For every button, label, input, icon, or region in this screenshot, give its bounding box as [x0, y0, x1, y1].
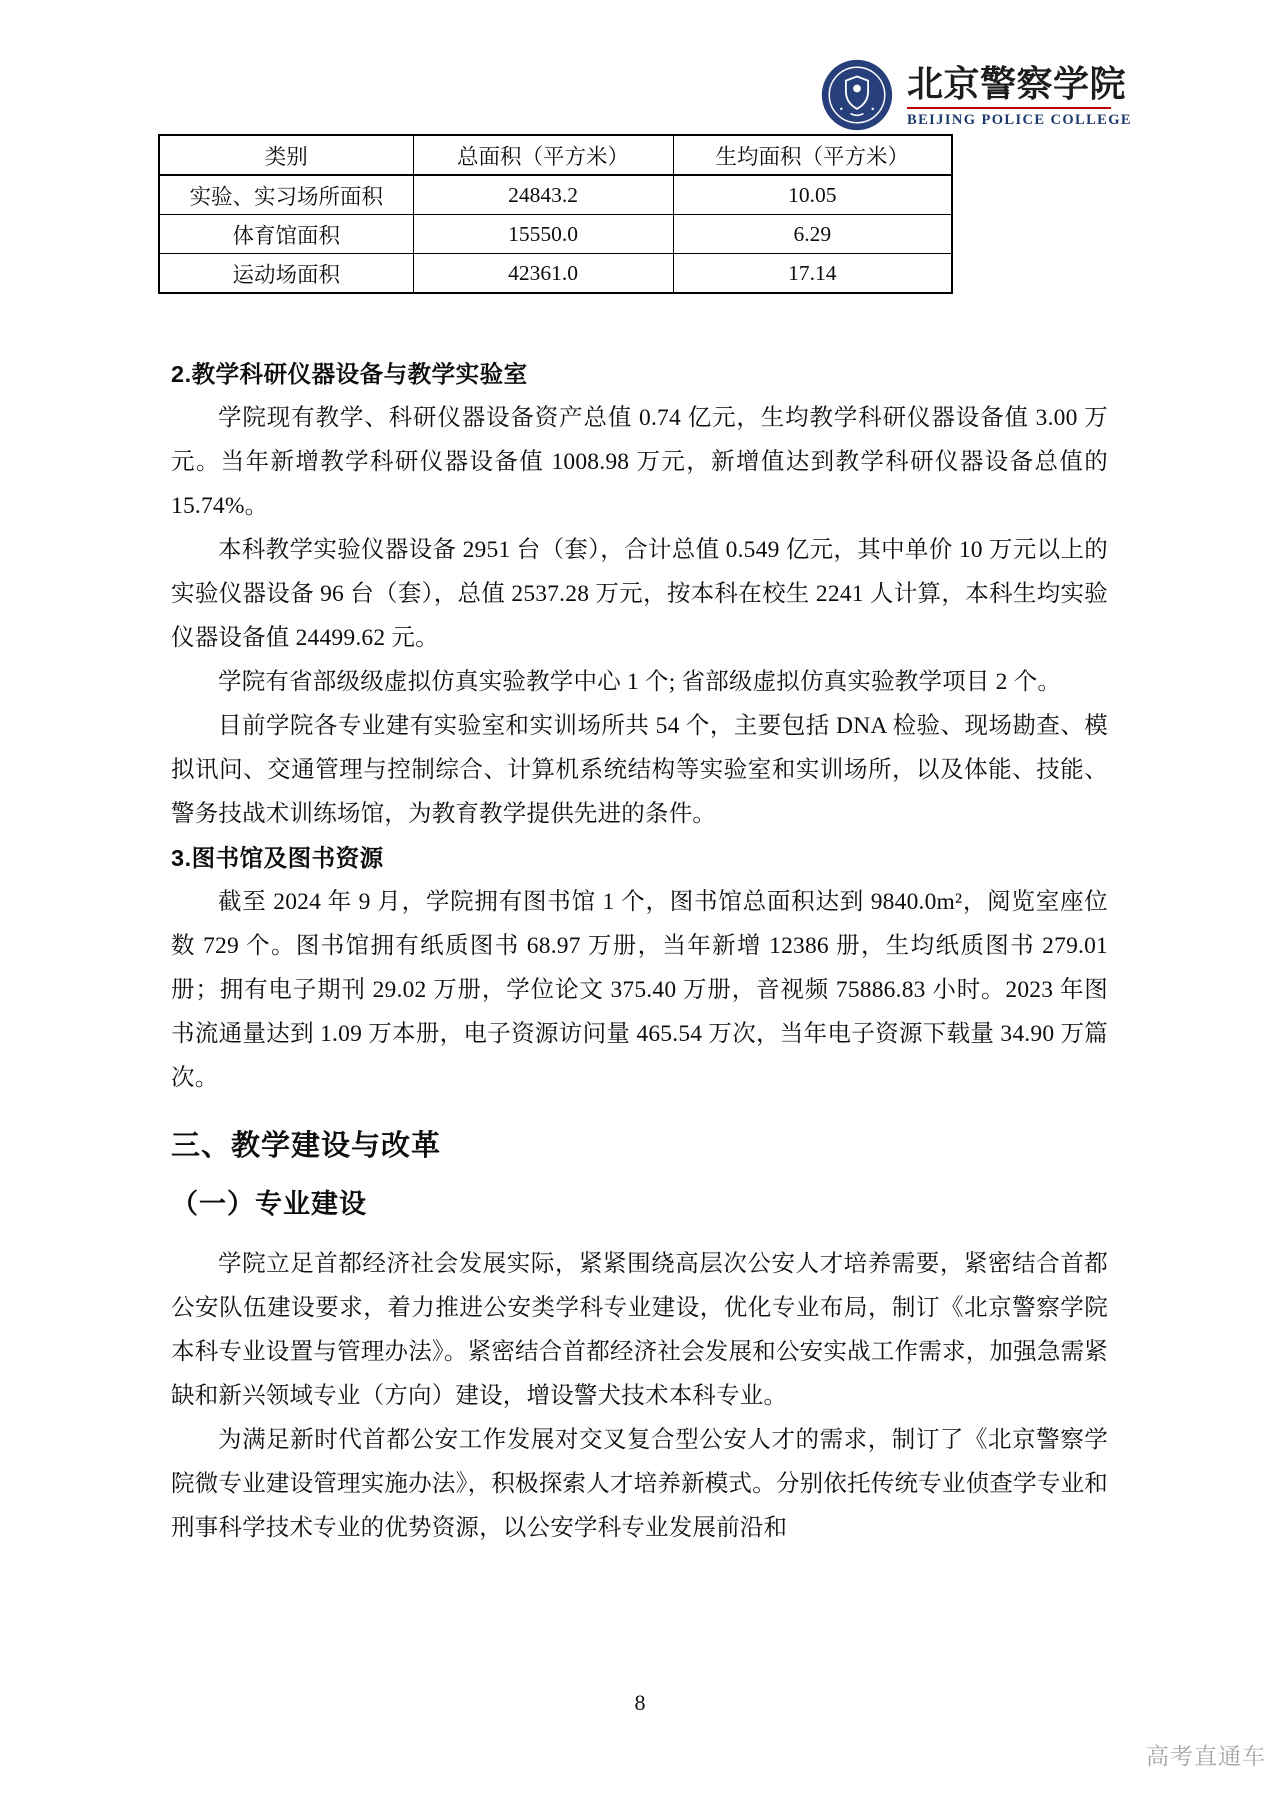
paragraph: 目前学院各专业建有实验室和实训场所共 54 个，主要包括 DNA 检验、现场勘查、模拟讯问、交通管理与控制综合、计算机系统结构等实验室和实训场所，以及体能、技能、警务技战术训练场馆，为教育教学提供先进的条件。 [171, 713, 1108, 827]
table-header-cell: 总面积（平方米） [413, 135, 673, 175]
college-logo [820, 58, 1132, 132]
table-cell: 10.05 [673, 175, 952, 215]
paragraph: 截至 2024 年 9 月，学院拥有图书馆 1 个，图书馆总面积达到 9840.0m²，阅览室座位数 729 个。图书馆拥有纸质图书 68.97 万册，当年新增 12386 册，生均纸质图书 279.01 册；拥有电子期刊 29.02 万册，学位论文 375.40 万册，音视频 75886.83 小时。2023 年图书流通量达到 1.09 万本册，电子资源访问量 465.54 万次，当年电子资源下载量 34.90 万篇次。 [171, 889, 1108, 1091]
paragraph: 为满足新时代首都公安工作发展对交叉复合型公安人才的需求，制订了《北京警察学院微专业建设管理实施办法》，积极探索人才培养新模式。分别依托传统专业侦查学专业和刑事科学技术专业的优势资源，以公安学科专业发展前沿和 [171, 1427, 1108, 1541]
document-body [171, 352, 1108, 1550]
paragraph: 学院有省部级级虚拟仿真实验教学中心 1 个; 省部级虚拟仿真实验教学项目 2 个。 [218, 669, 1062, 695]
facility-area-table [158, 134, 953, 294]
watermark: 高考直通车 [1146, 1743, 1266, 1769]
college-name-en: BEIJING POLICE COLLEGE [907, 112, 1132, 129]
table-cell: 体育馆面积 [159, 215, 413, 254]
table-header-row [159, 135, 952, 175]
subsection-heading: （一）专业建设 [171, 1189, 367, 1219]
paragraph: 学院立足首都经济社会发展实际，紧紧围绕高层次公安人才培养需要，紧密结合首都公安队伍建设要求，着力推进公安类学科专业建设，优化专业布局，制订《北京警察学院本科专业设置与管理办法》。紧密结合首都经济社会发展和公安实战工作需求，加强急需紧缺和新兴领域专业（方向）建设，增设警犬技术本科专业。 [171, 1251, 1108, 1409]
table-cell: 实验、实习场所面积 [159, 175, 413, 215]
table-row [159, 254, 952, 294]
table-header-cell: 生均面积（平方米） [673, 135, 952, 175]
table-header-cell: 类别 [159, 135, 413, 175]
table-cell: 15550.0 [413, 215, 673, 254]
section2-heading: 2.教学科研仪器设备与教学实验室 [171, 361, 528, 387]
table-row [159, 215, 952, 254]
table-cell: 运动场面积 [159, 254, 413, 294]
college-name-cn: 北京警察学院 [907, 63, 1127, 104]
table-cell: 24843.2 [413, 175, 673, 215]
paragraph: 学院现有教学、科研仪器设备资产总值 0.74 亿元，生均教学科研仪器设备值 3.00 万元。当年新增教学科研仪器设备值 1008.98 万元，新增值达到教学科研仪器设备总值的 15.74%。 [171, 405, 1108, 519]
table-cell: 17.14 [673, 254, 952, 294]
section3-heading: 3.图书馆及图书资源 [171, 845, 384, 871]
page-number: 8 [634, 1690, 646, 1715]
college-logo-text [907, 61, 1132, 130]
chapter-heading: 三、教学建设与改革 [171, 1130, 442, 1162]
table-cell: 6.29 [673, 215, 952, 254]
logo-divider [907, 107, 1111, 110]
paragraph: 本科教学实验仪器设备 2951 台（套），合计总值 0.549 亿元，其中单价 10 万元以上的实验仪器设备 96 台（套），总值 2537.28 万元，按本科在校生 2241 人计算，本科生均实验仪器设备值 24499.62 元。 [171, 537, 1108, 651]
table-row [159, 175, 952, 215]
table-cell: 42361.0 [413, 254, 673, 294]
college-seal-icon [820, 58, 894, 132]
